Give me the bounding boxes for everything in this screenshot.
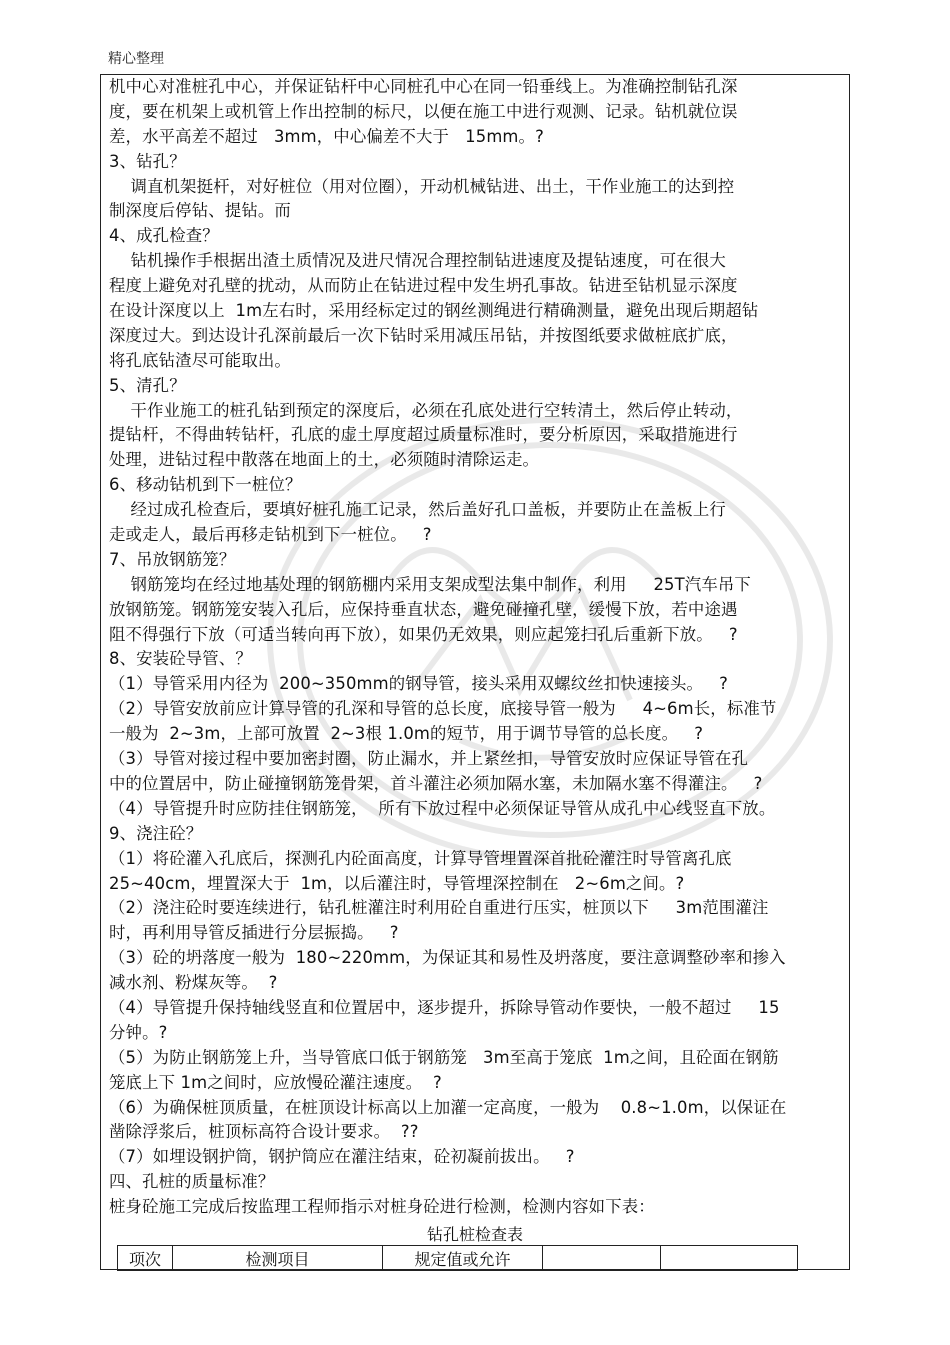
text-line: 调直机架挺杆，对好桩位（用对位圈），开动机械钻进、出土，干作业施工的达到控 [109,176,735,196]
text-line: 7、吊放钢筋笼？ [109,549,236,569]
text-line: （2）导管安放前应计算导管的孔深和导管的总长度，底接导管一般为 4~6m长，标准节 [109,699,777,719]
text-line: 凿除浮浆后，桩顶标高符合设计要求。 ?? [109,1122,419,1142]
table-header-cell: 规定值或允许 [383,1246,543,1271]
inspection-table [117,1245,798,1271]
text-line: 钻机操作手根据出渣土质情况及进尺情况合理控制钻进速度及提钻速度，可在很大 [109,251,726,271]
text-line: 阻不得强行下放（可适当转向再下放），如果仍无效果，则应起笼扫孔后重新下放。 ? [109,624,738,644]
text-line: 在设计深度以上 1m左右时，采用经标定过的钢丝测绳进行精确测量，避免出现后期超钻 [109,301,759,321]
text-line: 桩身砼施工完成后按监理工程师指示对桩身砼进行检测，检测内容如下表： [109,1197,655,1217]
text-line: 25~40cm，埋置深大于 1m，以后灌注时，导管埋深控制在 2~6m之间。? [109,873,685,893]
text-line: （2）浇注砼时要连续进行，钻孔桩灌注时利用砼自重进行压实，桩顶以下 3m范围灌注 [109,898,769,918]
text-line: （1）导管采用内径为 200~350mm的钢导管，接头采用双螺纹丝扣快速接头。 ? [109,674,728,694]
text-line: 5、清孔？ [109,375,186,395]
text-line: 9、浇注砼？ [109,823,203,843]
text-line: （3）砼的坍落度一般为 180~220mm，为保证其和易性及坍落度，要注意调整砂率和掺入 [109,948,786,968]
table-header-cell [661,1246,798,1271]
text-line: 走或走人，最后再移走钻机到下一桩位。 ? [109,525,432,545]
text-line: （1）将砼灌入孔底后，探测孔内砼面高度，计算导管埋置深首批砼灌注时导管离孔底 [109,848,732,868]
table-header-cell [543,1246,661,1271]
text-line: （4）导管提升时应防挂住钢筋笼， 所有下放过程中必须保证导管从成孔中心线竖直下放。 [109,798,776,818]
text-line: 机中心对准桩孔中心，并保证钻杆中心同桩孔中心在同一铅垂线上。为准确控制钻孔深 [109,77,738,96]
text-line: 放钢筋笼。钢筋笼安装入孔后，应保持垂直状态，避免碰撞孔壁，缓慢下放，若中途遇 [109,599,738,619]
text-line: 经过成孔检查后，要填好桩孔施工记录，然后盖好孔口盖板，并要防止在盖板上行 [109,500,726,520]
text-line: 一般为 2~3m，上部可放置 2~3根 1.0m的短节，用于调节导管的总长度。 ? [109,724,704,744]
table-header-cell: 检测项目 [173,1246,383,1271]
text-line: 深度过大。到达设计孔深前最后一次下钻时采用减压吊钻，并按图纸要求做桩底扩底， [109,325,738,345]
text-line: 减水剂、粉煤灰等。 ? [109,973,278,993]
text-line: 中的位置居中，防止碰撞钢筋笼骨架，首斗灌注必须加隔水塞，未加隔水塞不得灌注。 ? [109,773,763,793]
text-line: 时，再利用导管反插进行分层振捣。 ? [109,923,399,943]
text-line: 8、安装砼导管、？ [109,649,252,669]
text-line: 提钻杆，不得曲转钻杆，孔底的虚土厚度超过质量标准时，要分析原因，采取措施进行 [109,425,738,445]
text-line: 4、成孔检查？ [109,226,219,246]
text-line: 分钟。? [109,1022,168,1042]
text-line: （3）导管对接过程中要加密封圈，防止漏水，并上紧丝扣，导管安放时应保证导管在孔 [109,749,749,769]
table-header-cell: 项次 [118,1246,173,1271]
text-line: 6、移动钻机到下一桩位？ [109,475,302,495]
text-line: 将孔底钻渣尽可能取出。 [109,350,291,370]
document-body [109,75,844,1220]
table-header-row [118,1246,798,1271]
text-line: （4）导管提升保持轴线竖直和位置居中，逐步提升，拆除导管动作要快，一般不超过 15 [109,997,780,1017]
text-line: 处理，进钻过程中散落在地面上的土，必须随时清除运走。 [109,450,540,470]
text-line: 度，要在机架上或机管上作出控制的标尺，以便在施工中进行观测、记录。钻机就位误 [109,101,738,121]
text-line: 制深度后停钻、提钻。而 [109,201,291,221]
text-line: 3、钻孔？ [109,151,186,171]
text-line: 笼底上下 1m之间时，应放慢砼灌注速度。 ? [109,1072,442,1092]
text-line: （7）如埋设钢护筒，钢护筒应在灌注结束，砼初凝前拔出。 ? [109,1147,575,1167]
page-header: 精心整理 [108,51,164,67]
text-line: （5）为防止钢筋笼上升，当导管底口低于钢筋笼 3m至高于笼底 1m之间，且砼面在钢筋 [109,1047,779,1067]
text-line: 干作业施工的桩孔钻到预定的深度后，必须在孔底处进行空转清土，然后停止转动， [109,400,743,420]
text-line: 差，水平高差不超过 3mm，中心偏差不大于 15mm。? [109,126,544,146]
text-line: （6）为确保桩顶质量，在桩顶设计标高以上加灌一定高度，一般为 0.8~1.0m，以保证在 [109,1097,787,1117]
text-line: 钢筋笼均在经过地基处理的钢筋棚内采用支架成型法集中制作，利用 25T汽车吊下 [109,574,751,594]
text-line: 四、孔桩的质量标准？ [109,1172,275,1192]
text-line: 程度上避免对孔壁的扰动，从而防止在钻进过程中发生坍孔事故。钻进至钻机显示深度 [109,276,738,296]
table-title: 钻孔桩检查表 [426,1225,523,1244]
